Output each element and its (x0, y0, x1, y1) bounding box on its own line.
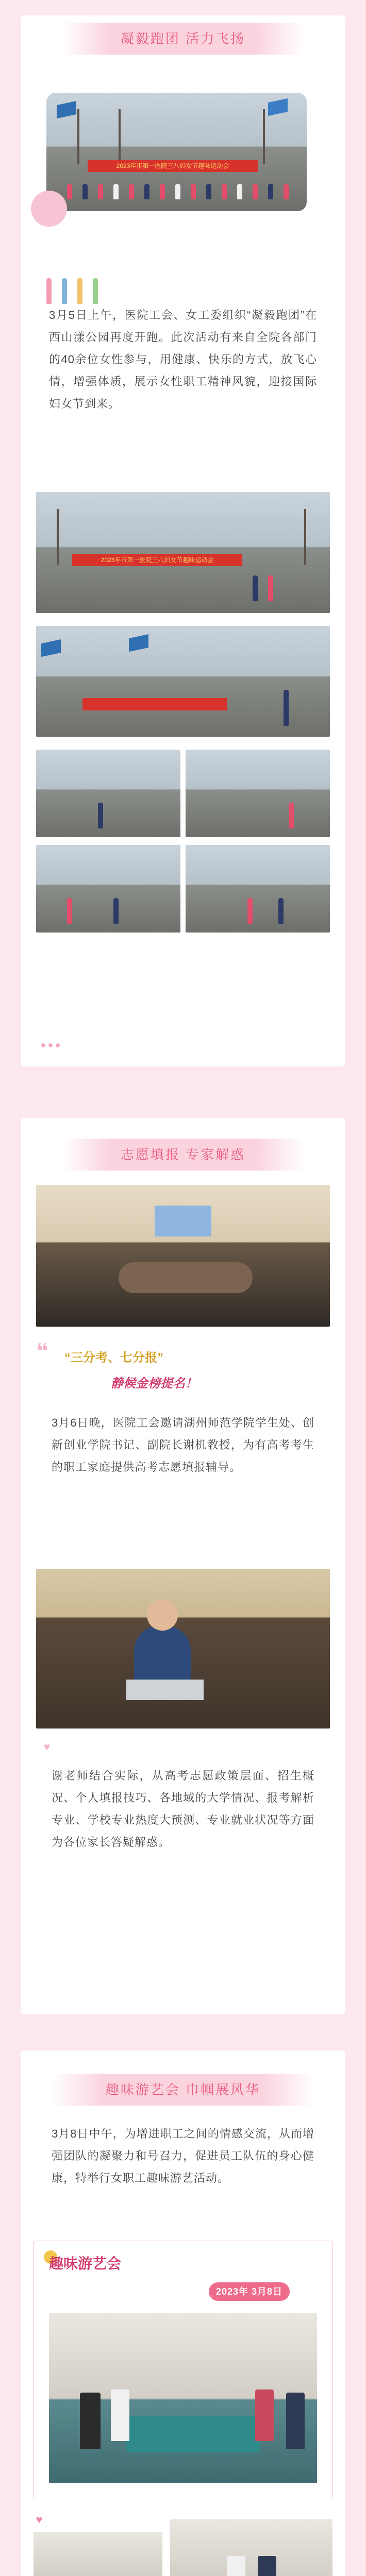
section2-card (21, 1118, 345, 2014)
person-figure (247, 898, 253, 924)
person-figure (191, 184, 196, 199)
section2-highlight-line2: 静候金榜提名！ (111, 1377, 197, 1391)
group-banner-3 (82, 698, 227, 710)
runner-icon (62, 278, 67, 304)
runner-icon (93, 278, 98, 304)
person-figure (160, 184, 165, 199)
event-card (34, 2241, 332, 2499)
speaker-head (147, 1600, 178, 1631)
person-figure (286, 2393, 305, 2449)
person-figure (222, 184, 227, 199)
section3-title: 趣味游艺会 巾帼展风华 (52, 2074, 314, 2106)
section1-paragraph: 3月5日上午，医院工会、女工委组织“凝毅跑团”在西山漾公园再度开跑。此次活动有来自全院各部门的40余位女性参与，用健康、快乐的方式，放飞心情，增强体质，展示女性职工精神风貌，迎接国际妇女节到来。 (49, 309, 317, 410)
person-figure (82, 184, 88, 199)
tree-icon (119, 109, 121, 164)
person-figure (98, 803, 103, 828)
decor-circle (31, 191, 67, 227)
section1-hero-photo (46, 93, 307, 211)
person-figure (144, 184, 149, 199)
person-figure (268, 184, 273, 199)
event-label: 趣味游艺会 (49, 2256, 122, 2272)
tree-icon (77, 109, 79, 164)
event-date-badge: 2023年 3月8日 (209, 2282, 290, 2301)
person-figure (289, 803, 294, 828)
decor-dots (41, 1041, 63, 1045)
group-banner-2: 2023年市第一医院三八妇女节趣味运动会 (72, 554, 242, 566)
person-figure (237, 184, 242, 199)
section3-paragraph1: 3月8日中午，为增进职工之间的情感交流，从而增强团队的凝聚力和号召力，促进员工队伍的身心健康，特举行女职工趣味游艺活动。 (52, 2127, 314, 2184)
section2-photo-speaker (36, 1569, 330, 1728)
tree-icon (57, 509, 59, 565)
tree-icon (304, 509, 306, 565)
screen-display (155, 1206, 211, 1236)
runners-illustration (41, 263, 124, 304)
person-figure (284, 690, 289, 726)
section1-card (21, 15, 345, 1066)
section3-card (21, 2050, 345, 2576)
person-figure (253, 575, 258, 601)
person-figure (278, 898, 284, 924)
person-figure (258, 2556, 276, 2576)
game-table (126, 2416, 260, 2452)
section2-title: 志愿填报 专家解惑 (62, 1139, 304, 1171)
group-banner: 2023年市第一医院三八妇女节趣味运动会 (88, 160, 258, 172)
person-figure (255, 2389, 274, 2441)
person-figure (67, 898, 72, 924)
laptop (126, 1680, 204, 1700)
person-figure (111, 2389, 129, 2441)
meeting-table (119, 1262, 253, 1293)
person-figure (113, 898, 119, 924)
section3-collage-1 (34, 2532, 162, 2576)
flag-icon (41, 639, 61, 657)
person-figure (129, 184, 134, 199)
section2-paragraph1: 3月6日晚，医院工会邀请湖州师范学院学生处、创新创业学院书记、副院长谢机教授，为有高考考生的职工家庭提供高考志愿填报辅导。 (52, 1416, 314, 1473)
person-figure (113, 184, 119, 199)
heart-icon: ♥ (43, 1740, 51, 1753)
heart-icon: ♥ (36, 2513, 43, 2526)
section1-title: 凝毅跑团 活力飞扬 (62, 23, 304, 55)
section2-paragraph2: 谢老师结合实际，从高考志愿政策层面、招生概况、个人填报技巧、各地域的大学情况、报考解析专业、学校专业热度大预测、专业就业状况等方面为各位家长答疑解惑。 (52, 1769, 314, 1849)
person-figure (206, 184, 211, 199)
tree-icon (263, 109, 265, 164)
person-figure (227, 2556, 245, 2576)
section1-photo-grid-2 (186, 750, 330, 837)
person-figure (67, 184, 72, 199)
section1-photo-grid-4 (186, 845, 330, 933)
section1-photo-grid-1 (36, 750, 180, 837)
runner-icon (46, 278, 52, 304)
section1-photo-grid-3 (36, 845, 180, 933)
person-figure (268, 575, 273, 601)
section2-photo-meeting (36, 1185, 330, 1327)
flag-icon (268, 98, 288, 116)
person-figure (98, 184, 103, 199)
flag-icon (129, 634, 148, 652)
flag-icon (57, 101, 76, 118)
section1-photo-banner (36, 492, 330, 613)
quote-icon: ❝ (36, 1340, 48, 1363)
section1-photo-flags (36, 626, 330, 737)
event-photo (49, 2313, 317, 2483)
person-figure (175, 184, 180, 199)
person-figure (253, 184, 258, 199)
runner-icon (77, 278, 82, 304)
section3-collage-2 (170, 2519, 332, 2576)
person-figure (284, 184, 289, 199)
person-figure (80, 2393, 101, 2449)
section2-highlight-line1: “三分考、七分报” (64, 1351, 163, 1365)
